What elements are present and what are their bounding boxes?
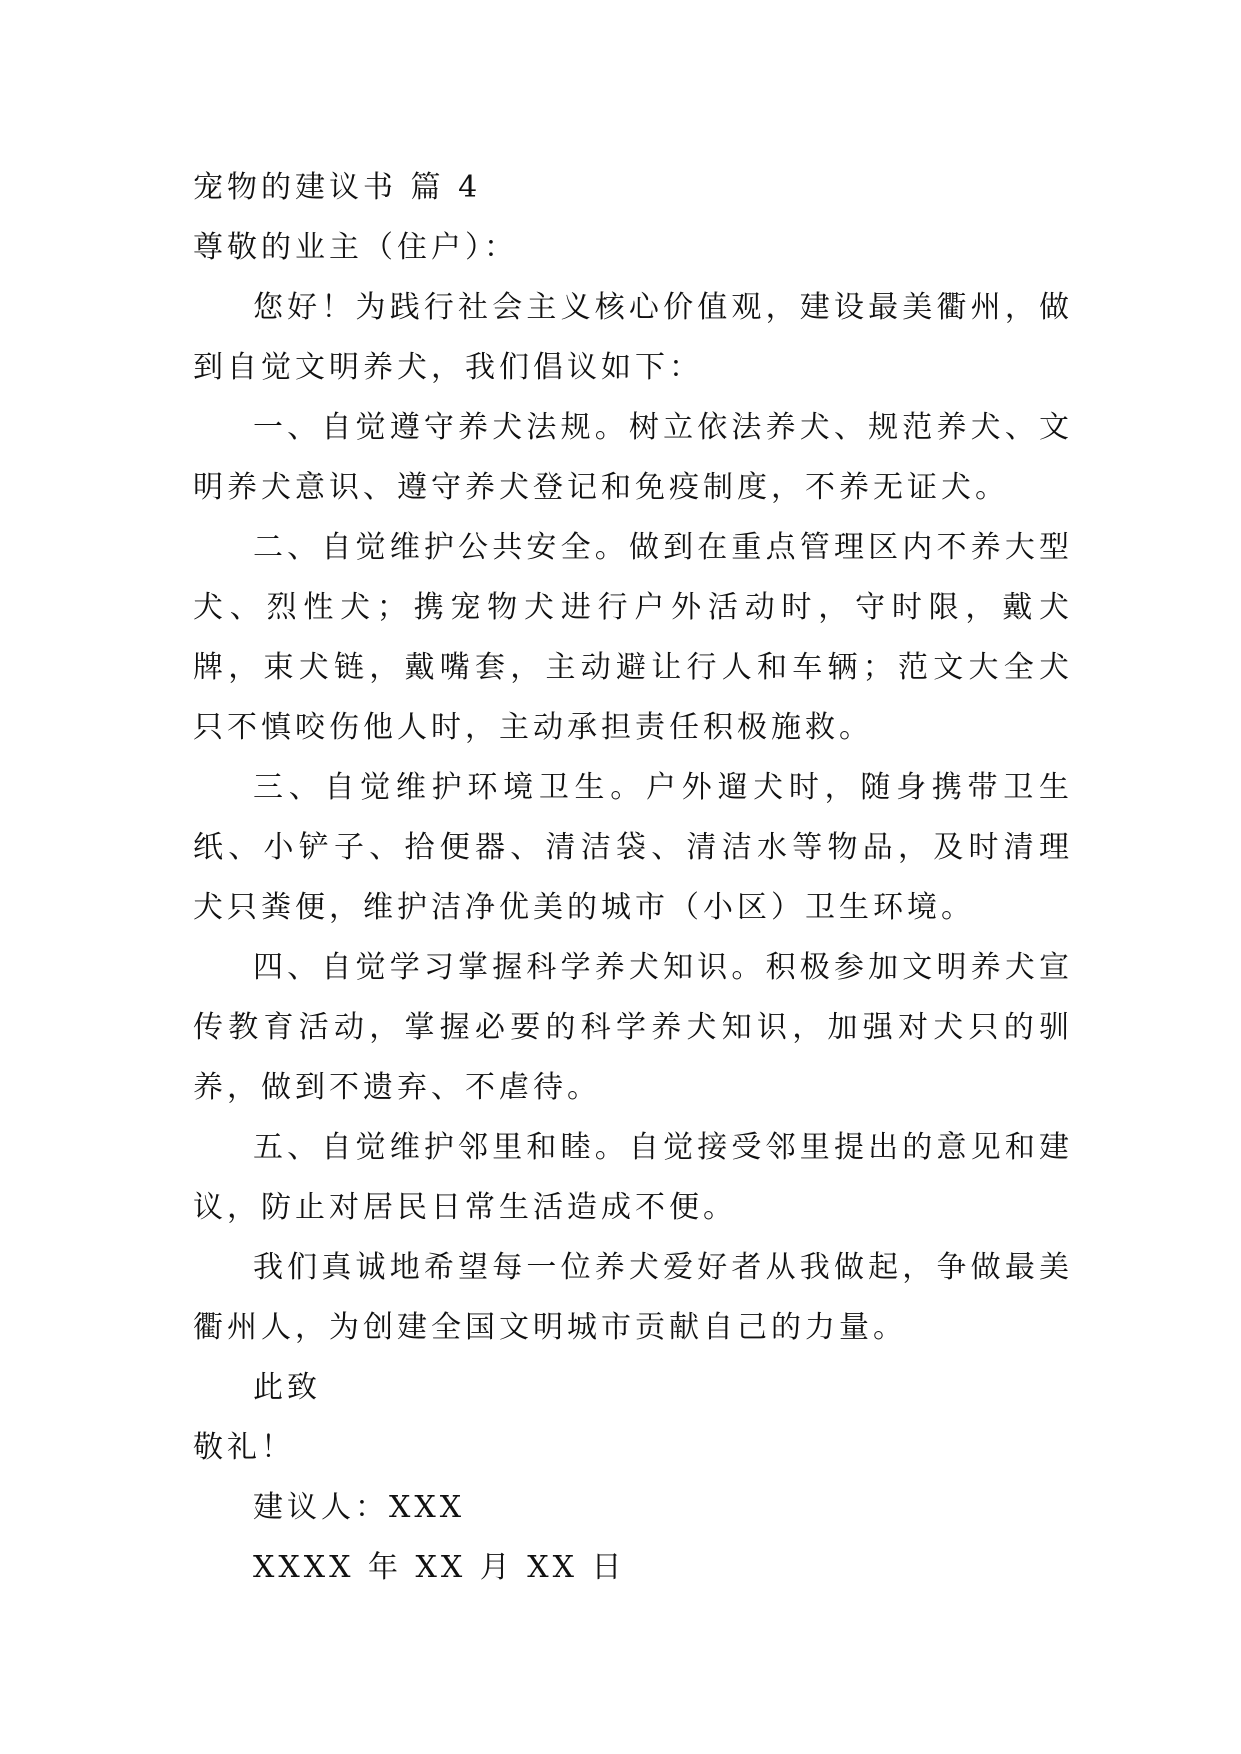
paragraph-item-2: 二、自觉维护公共安全。做到在重点管理区内不养大型犬、烈性犬；携宠物犬进行户外活动时，守时限，戴犬牌，束犬链，戴嘴套，主动避让行人和车辆；范文大全犬只不慎咬伤他人时，主动承担责任积极施救。 xyxy=(193,530,1073,745)
document-body xyxy=(193,158,1073,1598)
closing-respectfully: 此致 xyxy=(253,1370,321,1405)
signer-line: 建议人：XXX xyxy=(253,1490,466,1525)
paragraph-item-3: 三、自觉维护环境卫生。户外遛犬时，随身携带卫生纸、小铲子、拾便器、清洁袋、清洁水等物品，及时清理犬只粪便，维护洁净优美的城市（小区）卫生环境。 xyxy=(193,770,1073,925)
closing-salute: 敬礼！ xyxy=(193,1430,295,1465)
paragraph-item-4: 四、自觉学习掌握科学养犬知识。积极参加文明养犬宣传教育活动，掌握必要的科学养犬知识，加强对犬只的驯养，做到不遗弃、不虐待。 xyxy=(193,950,1073,1105)
salutation: 尊敬的业主（住户）： xyxy=(193,230,518,265)
paragraph-item-5: 五、自觉维护邻里和睦。自觉接受邻里提出的意见和建议，防止对居民日常生活造成不便。 xyxy=(193,1130,1073,1225)
paragraph-appeal: 我们真诚地希望每一位养犬爱好者从我做起，争做最美衢州人，为创建全国文明城市贡献自己的力量。 xyxy=(193,1250,1073,1345)
document-title: 宠物的建议书 篇 4 xyxy=(193,170,482,205)
paragraph-item-1: 一、自觉遵守养犬法规。树立依法养犬、规范养犬、文明养犬意识、遵守养犬登记和免疫制度，不养无证犬。 xyxy=(193,410,1073,505)
paragraph-greeting: 您好！为践行社会主义核心价值观，建设最美衢州，做到自觉文明养犬，我们倡议如下： xyxy=(193,290,1073,385)
date-line: XXXX 年 XX 月 XX 日 xyxy=(253,1550,626,1585)
